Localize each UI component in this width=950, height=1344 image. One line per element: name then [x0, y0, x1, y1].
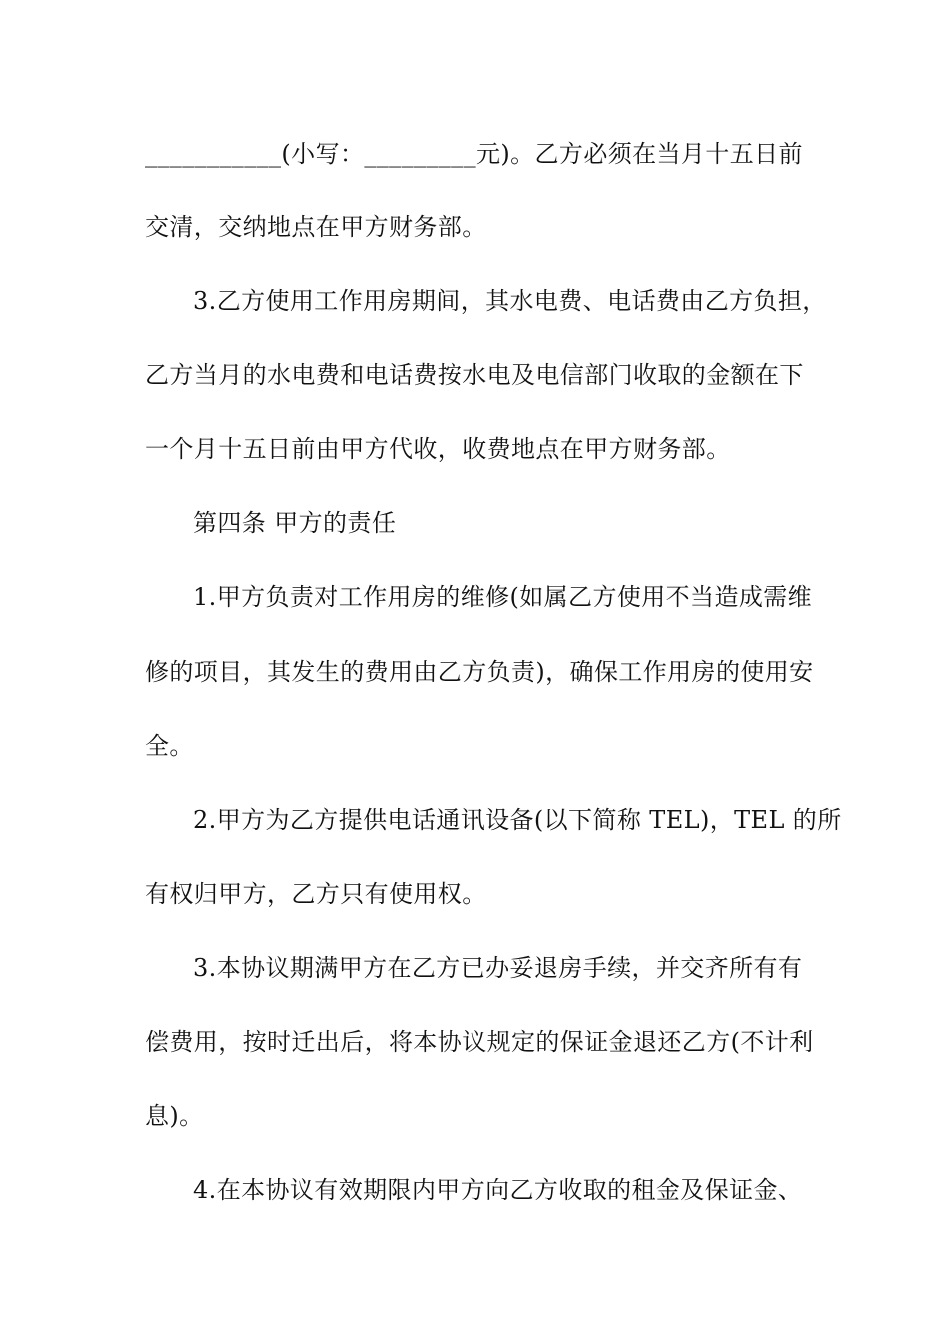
- section-heading: 第四条 甲方的责任: [193, 509, 397, 537]
- paragraph-line: 3.本协议期满甲方在乙方已办妥退房手续，并交齐所有有: [193, 954, 803, 982]
- text-line: 有权归甲方，乙方只有使用权。: [145, 880, 487, 908]
- text-line: 全。: [145, 732, 194, 760]
- paragraph-line: 4.在本协议有效期限内甲方向乙方收取的租金及保证金、: [193, 1176, 803, 1204]
- text-line: 一个月十五日前由甲方代收，收费地点在甲方财务部。: [145, 435, 731, 463]
- paragraph-line: 3.乙方使用工作用房期间，其水电费、电话费由乙方负担，: [193, 287, 827, 315]
- text-line: 息)。: [145, 1102, 204, 1130]
- paragraph-line: 2.甲方为乙方提供电话通讯设备(以下简称 TEL)，TEL 的所: [193, 806, 842, 834]
- paragraph-line: 1.甲方负责对工作用房的维修(如属乙方使用不当造成需维: [193, 583, 813, 611]
- text-line: 修的项目，其发生的费用由乙方负责)，确保工作用房的使用安: [145, 658, 814, 686]
- text-line: 乙方当月的水电费和电话费按水电及电信部门收取的金额在下: [145, 361, 804, 389]
- text-line: ___________(小写：_________元)。乙方必须在当月十五日前: [145, 140, 803, 168]
- text-line: 交清，交纳地点在甲方财务部。: [145, 213, 487, 241]
- text-line: 偿费用，按时迁出后，将本协议规定的保证金退还乙方(不计利: [145, 1028, 814, 1056]
